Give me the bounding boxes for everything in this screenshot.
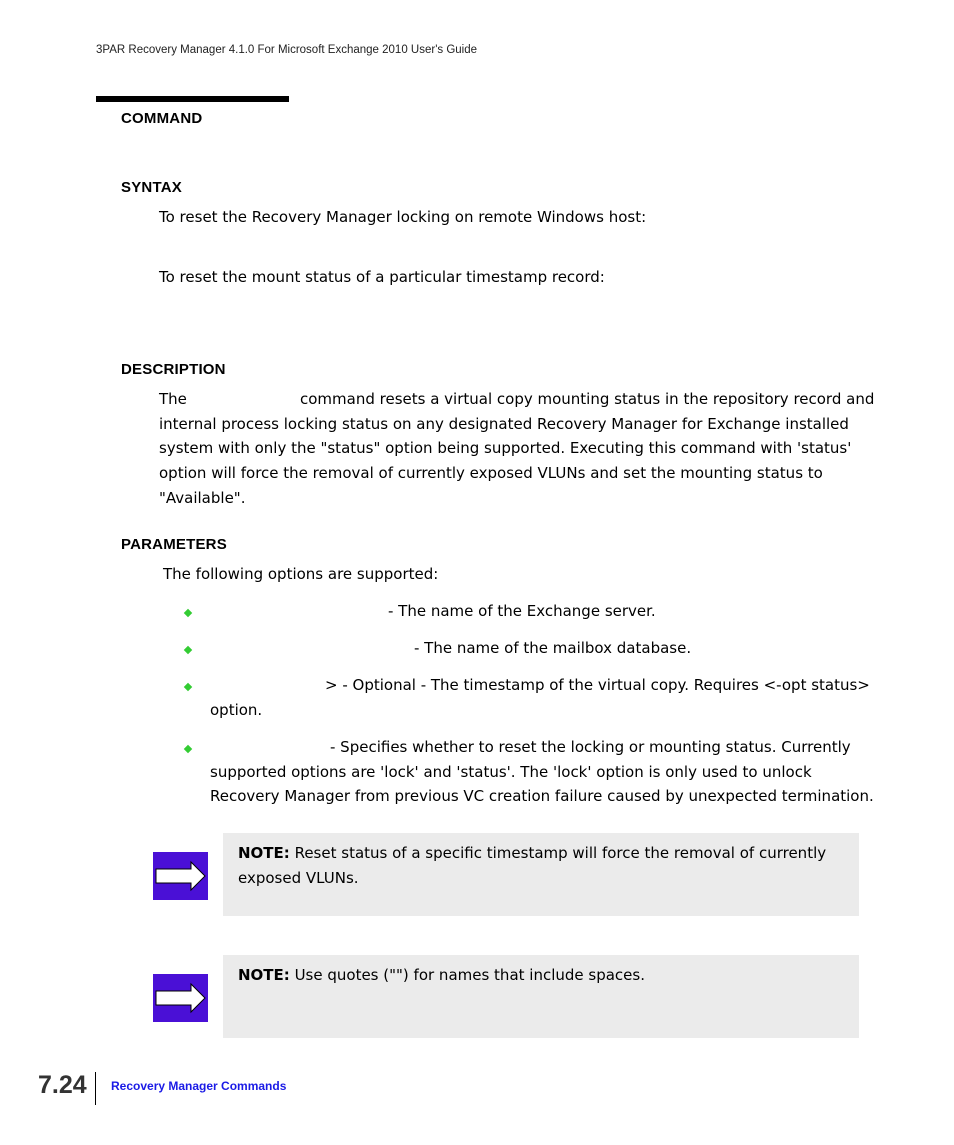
section-rule bbox=[96, 96, 289, 102]
page-number: 7.24 bbox=[38, 1071, 87, 1099]
description-line-1-end: command resets a virtual copy mounting status in the repository record and bbox=[300, 390, 875, 408]
note-label: NOTE: bbox=[238, 966, 290, 984]
right-arrow-icon bbox=[153, 852, 208, 900]
diamond-bullet-icon bbox=[184, 609, 192, 617]
note-body-cont: exposed VLUNs. bbox=[238, 869, 359, 887]
diamond-bullet-icon bbox=[184, 646, 192, 654]
right-arrow-icon bbox=[153, 974, 208, 1022]
description-line-3: system with only the "status" option being supported. Executing this command with 'status' bbox=[159, 439, 852, 457]
parameters-intro: The following options are supported: bbox=[163, 565, 439, 583]
parameter-opt-desc-line-2: supported options are 'lock' and 'status'. The 'lock' option is only used to unlock bbox=[210, 763, 812, 781]
parameters-heading: PARAMETERS bbox=[121, 536, 227, 553]
parameter-opt-desc: - Specifies whether to reset the locking or mounting status. Currently bbox=[330, 738, 851, 756]
parameter-timestamp-desc: > - Optional - The timestamp of the virtual copy. Requires <-opt status> bbox=[325, 676, 870, 694]
description-line-1-start: The bbox=[159, 390, 187, 408]
footer-section-link[interactable]: Recovery Manager Commands bbox=[111, 1079, 287, 1093]
note-body: Use quotes ("") for names that include spaces. bbox=[294, 966, 645, 984]
parameter-server-desc: - The name of the Exchange server. bbox=[388, 602, 656, 620]
note-label: NOTE: bbox=[238, 844, 290, 862]
running-header: 3PAR Recovery Manager 4.1.0 For Microsoft Exchange 2010 User's Guide bbox=[96, 44, 478, 56]
parameter-database-desc: - The name of the mailbox database. bbox=[414, 639, 692, 657]
syntax-heading: SYNTAX bbox=[121, 179, 182, 196]
note-text bbox=[238, 841, 838, 891]
description-line-5: "Available". bbox=[159, 489, 246, 507]
description-line-2: internal process locking status on any designated Recovery Manager for Exchange installed bbox=[159, 415, 849, 433]
description-line-4: option will force the removal of currently exposed VLUNs and set the mounting status to bbox=[159, 464, 823, 482]
parameter-timestamp-desc-cont: option. bbox=[210, 701, 263, 719]
note-body: Reset status of a specific timestamp will force the removal of currently bbox=[294, 844, 827, 862]
syntax-line-mount: To reset the mount status of a particular timestamp record: bbox=[159, 268, 605, 286]
description-heading: DESCRIPTION bbox=[121, 361, 226, 378]
command-heading: COMMAND bbox=[121, 110, 203, 127]
diamond-bullet-icon bbox=[184, 683, 192, 691]
footer-divider bbox=[95, 1072, 96, 1105]
diamond-bullet-icon bbox=[184, 745, 192, 753]
parameter-opt-desc-line-3: Recovery Manager from previous VC creation failure caused by unexpected termination. bbox=[210, 787, 874, 805]
syntax-line-lock: To reset the Recovery Manager locking on remote Windows host: bbox=[159, 208, 647, 226]
note-text bbox=[238, 963, 838, 988]
